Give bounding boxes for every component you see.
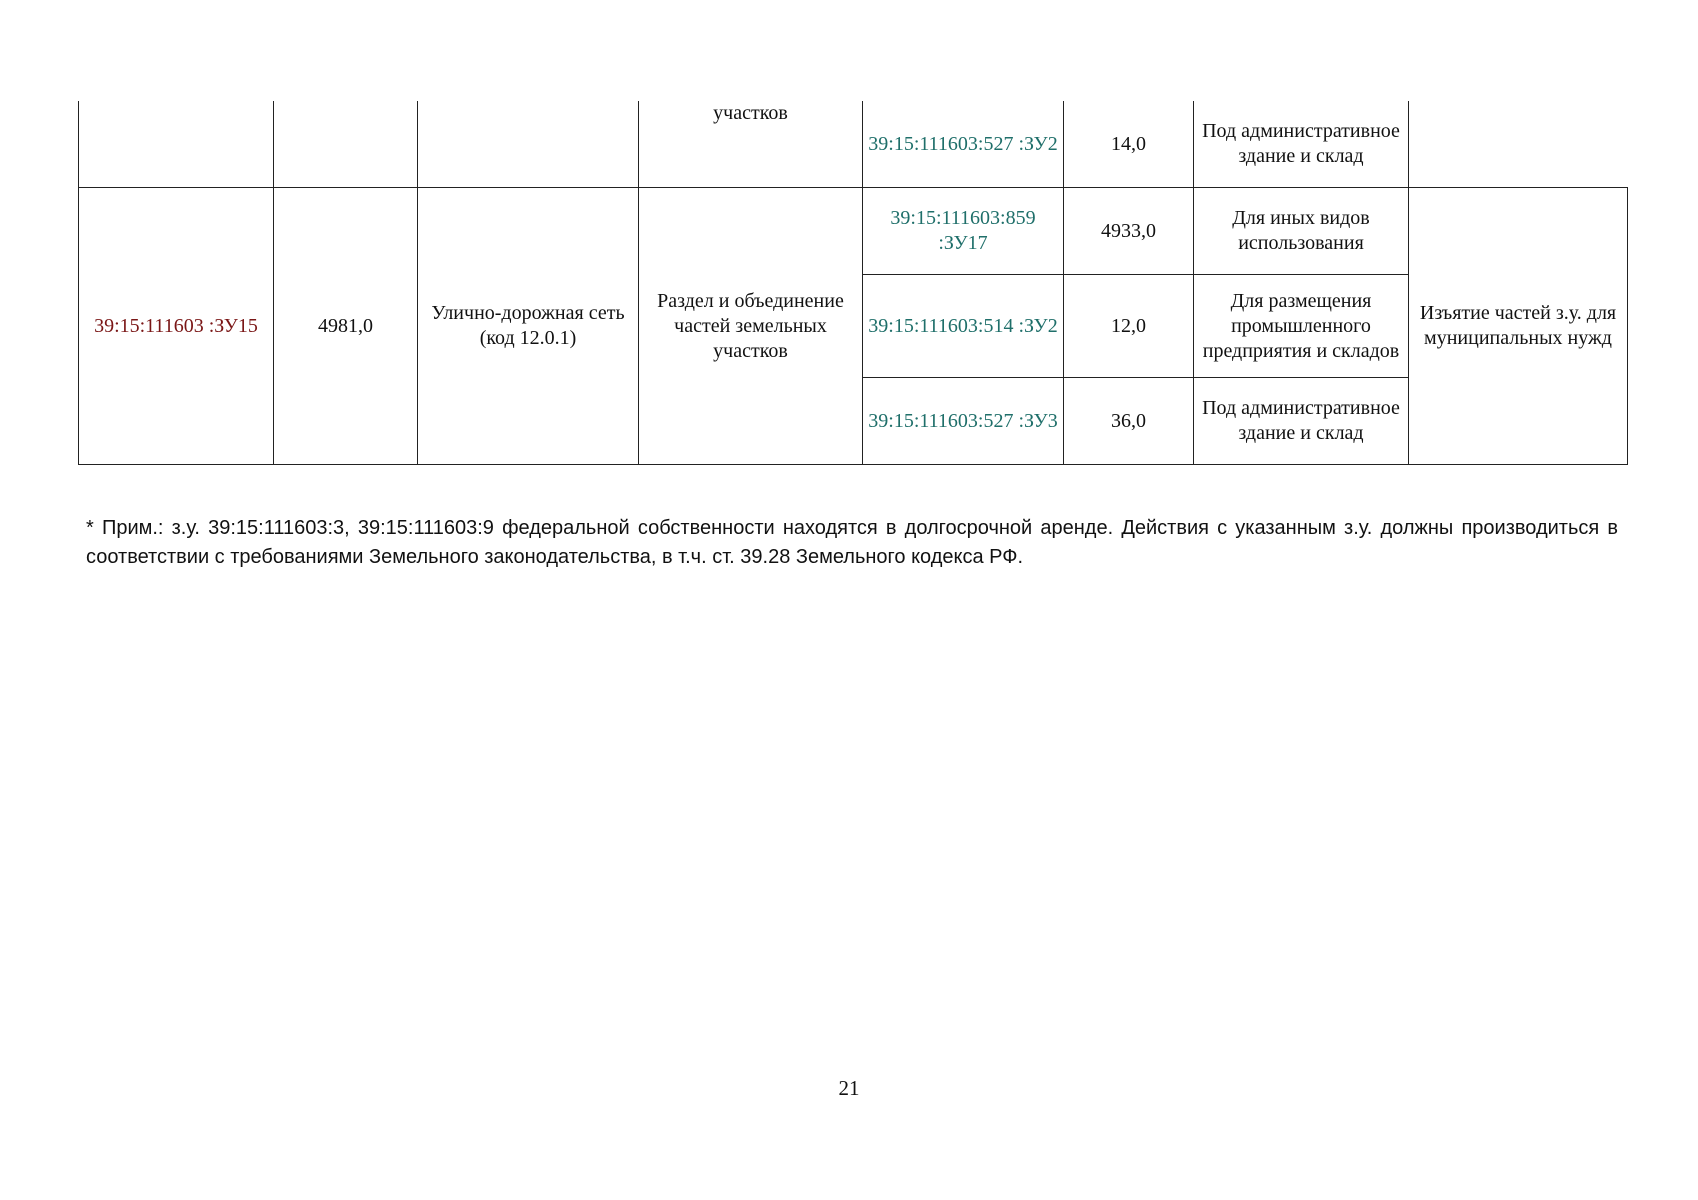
- page-number: 21: [838, 1076, 860, 1100]
- cell-land-use: Улично-дорожная сеть (код 12.0.1): [418, 188, 639, 465]
- cell-parcel-id: 39:15:111603 :ЗУ15: [79, 188, 274, 465]
- cell-purpose: Раздел и объединение частей земельных участков: [639, 188, 863, 465]
- cell-parcel-area: 4981,0: [274, 188, 418, 465]
- cell-part-area: 14,0: [1064, 101, 1194, 188]
- cell-part-area: 12,0: [1064, 275, 1194, 378]
- cell-part-number: 39:15:111603:527 :ЗУ3: [863, 378, 1064, 465]
- cell-part-area: 4933,0: [1064, 188, 1194, 275]
- cell-part-use: Под административное здание и склад: [1194, 378, 1409, 465]
- cell-purpose-continued: участков: [639, 101, 863, 188]
- cell-empty: [418, 101, 639, 188]
- cell-part-number: 39:15:111603:527 :ЗУ2: [863, 101, 1064, 188]
- cell-part-use: Для размещения промышленного предприятия и складов: [1194, 275, 1409, 378]
- cell-note: Изъятие частей з.у. для муниципальных нужд: [1409, 188, 1628, 465]
- land-parcel-table: [78, 101, 1628, 465]
- table-row-main: [79, 188, 1628, 275]
- cell-empty: [79, 101, 274, 188]
- cell-part-number: 39:15:111603:859 :ЗУ17: [863, 188, 1064, 275]
- cell-part-area: 36,0: [1064, 378, 1194, 465]
- cell-part-use: Для иных видов использования: [1194, 188, 1409, 275]
- cell-part-number: 39:15:111603:514 :ЗУ2: [863, 275, 1064, 378]
- table-row-continued: [79, 101, 1628, 188]
- footnote: * Прим.: з.у. 39:15:111603:3, 39:15:111603:9 федеральной собственности находятся в долгосрочной аренде. Действия с указанным з.у. должны производиться в соответствии с требованиями Земельного законодательства, в т.ч. ст. 39.28 Земельного кодекса РФ.: [86, 517, 1618, 568]
- cell-part-use: Под административное здание и склад: [1194, 101, 1409, 188]
- cell-empty: [274, 101, 418, 188]
- cell-empty: [1409, 101, 1628, 188]
